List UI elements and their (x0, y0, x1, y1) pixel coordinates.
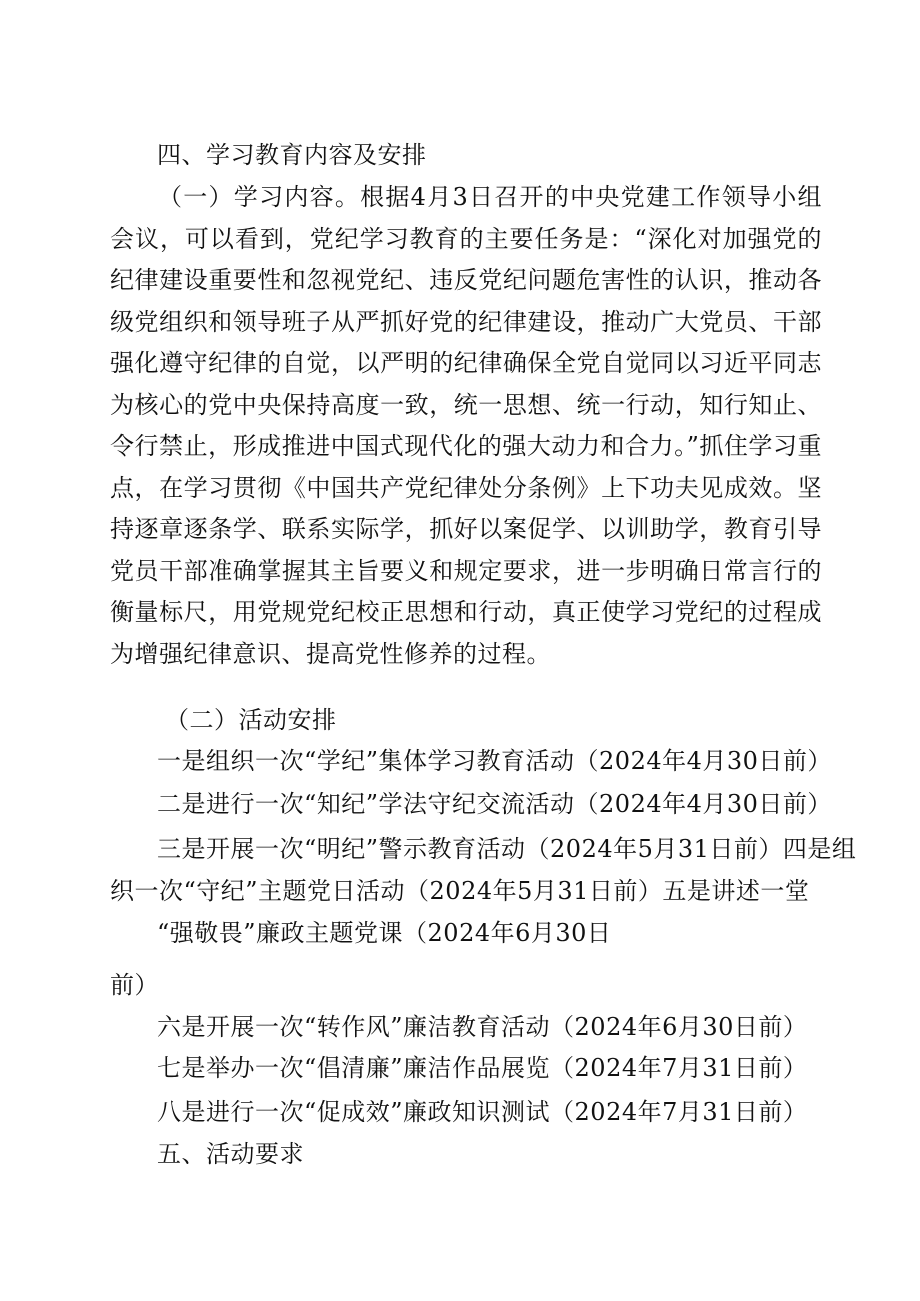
activity-item-3-5-line-4: 前） (110, 971, 159, 999)
activity-item-3-5-line-2: 织一次“守纪”主题党日活动（2024年5月31日前）五是讲述一堂 (110, 877, 810, 905)
activity-item-3-5-line-3: “强敬畏”廉政主题党课（2024年6月30日 (157, 919, 612, 947)
activity-item-6: 六是开展一次“转作风”廉洁教育活动（2024年6月30日前） (157, 1013, 808, 1041)
activity-item-2: 二是进行一次“知纪”学法守纪交流活动（2024年4月30日前） (157, 790, 832, 818)
activity-item-7: 七是举办一次“倡清廉”廉洁作品展览（2024年7月31日前） (157, 1054, 808, 1082)
learning-content-paragraph: （一）学习内容。根据4月3日召开的中央党建工作领导小组会议，可以看到，党纪学习教育的主要任务是：“深化对加强党的纪律建设重要性和忽视党纪、违反党纪问题危害性的认识，推动各级党组织和领导班子从严抓好党的纪律建设，推动广大党员、干部强化遵守纪律的自觉，以严明的纪律确保全党自觉同以习近平同志为核心的党中央保持高度一致，统一思想、统一行动，知行知止、令行禁止，形成推进中国式现代化的强大动力和合力。”抓住学习重点，在学习贯彻《中国共产党纪律处分条例》上下功夫见成效。坚持逐章逐条学、联系实际学，抓好以案促学、以训助学，教育引导党员干部准确掌握其主旨要义和规定要求，进一步明确日常言行的衡量标尺，用党规党纪校正思想和行动，真正使学习党纪的过程成为增强纪律意识、提高党性修养的过程。 (110, 183, 822, 668)
activity-item-1: 一是组织一次“学纪”集体学习教育活动（2024年4月30日前） (157, 747, 832, 775)
activity-arrangement-heading: （二）活动安排 (165, 706, 337, 734)
section-four-heading: 四、学习教育内容及安排 (157, 141, 427, 169)
activity-item-8: 八是进行一次“促成效”廉政知识测试（2024年7月31日前） (157, 1098, 808, 1126)
section-five-heading: 五、活动要求 (157, 1140, 304, 1168)
activity-item-3-5-line-1: 三是开展一次“明纪”警示教育活动（2024年5月31日前）四是组 (157, 835, 857, 863)
